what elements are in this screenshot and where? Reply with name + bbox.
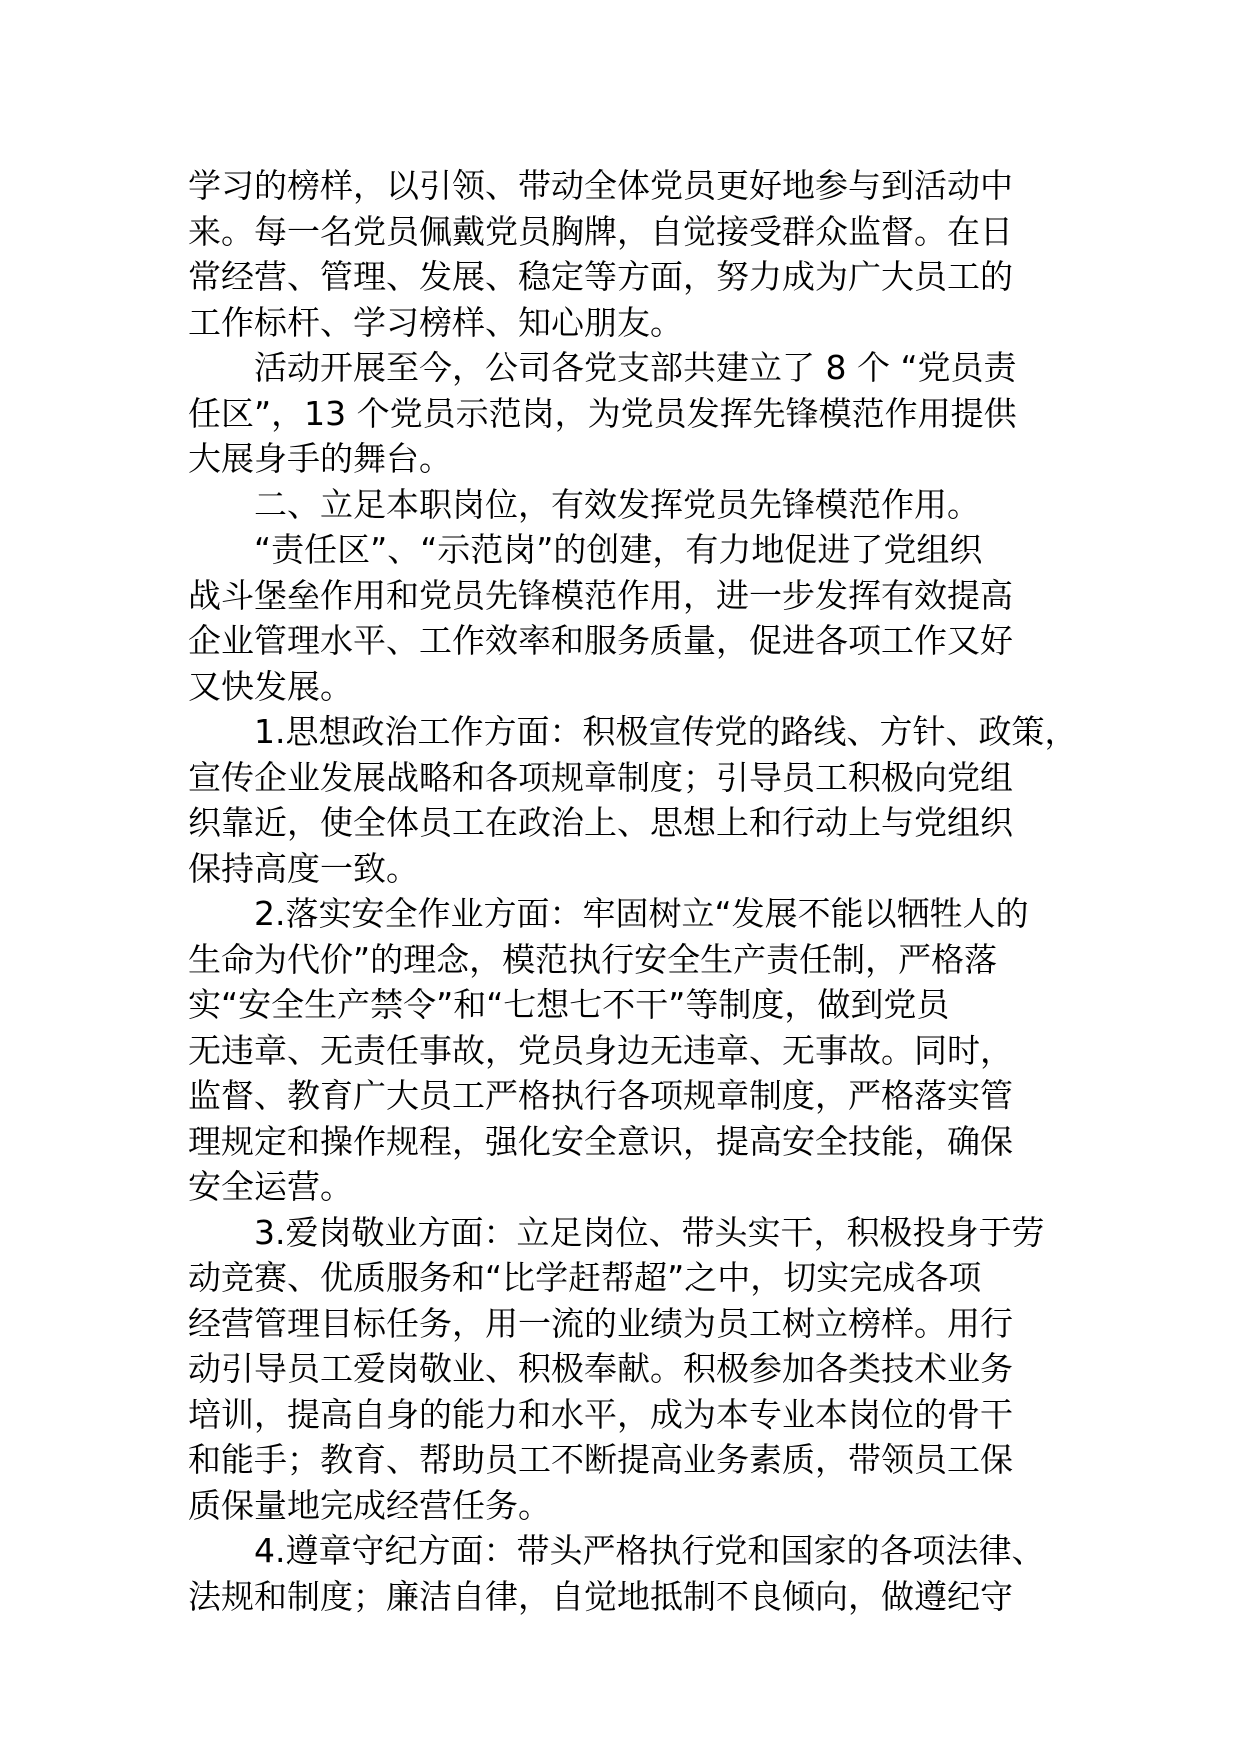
text-line: 任区”，13 个党员示范岗，为党员发挥先锋模范作用提供 bbox=[188, 393, 1017, 433]
text-line: 监督、教育广大员工严格执行各项规章制度，严格落实管 bbox=[188, 1076, 1013, 1115]
text-line: 来。每一名党员佩戴党员胸牌，自觉接受群众监督。在日 bbox=[188, 211, 1013, 251]
text-line: 和能手；教育、帮助员工不断提高业务素质，带领员工保 bbox=[188, 1440, 1013, 1479]
text-line: 又快发展。 bbox=[188, 666, 353, 706]
text-line: 活动开展至今，公司各党支部共建立了 8 个 “党员责 bbox=[188, 348, 1017, 387]
text-line: 安全运营。 bbox=[188, 1167, 353, 1206]
text-line: 工作标杆、学习榜样、知心朋友。 bbox=[188, 302, 683, 342]
text-line: 2.落实安全作业方面：牢固树立“发展不能以牺牲人的 bbox=[188, 894, 1029, 933]
text-line: 4.遵章守纪方面：带头严格执行党和国家的各项法律、 bbox=[188, 1531, 1045, 1570]
text-line: 动竞赛、优质服务和“比学赶帮超”之中，切实完成各项 bbox=[188, 1258, 982, 1297]
text-line: 生命为代价”的理念，模范执行安全生产责任制，严格落 bbox=[188, 939, 998, 979]
text-line: 经营管理目标任务，用一流的业绩为员工树立榜样。用行 bbox=[188, 1303, 1013, 1343]
text-line: 宣传企业发展战略和各项规章制度；引导员工积极向党组 bbox=[188, 757, 1013, 797]
text-line: 企业管理水平、工作效率和服务质量，促进各项工作又好 bbox=[188, 621, 1013, 660]
text-line: 法规和制度；廉洁自律，自觉地抵制不良倾向，做遵纪守 bbox=[188, 1576, 1013, 1616]
text-line: 大展身手的舞台。 bbox=[188, 439, 452, 478]
text-line: 战斗堡垒作用和党员先锋模范作用，进一步发挥有效提高 bbox=[188, 575, 1013, 615]
text-line: 3.爱岗敬业方面：立足岗位、带头实干，积极投身于劳 bbox=[188, 1212, 1045, 1252]
text-line: “责任区”、“示范岗”的创建，有力地促进了党组织 bbox=[188, 530, 983, 569]
text-line: 无违章、无责任事故，党员身边无违章、无事故。同时， bbox=[188, 1030, 1013, 1070]
text-line: 实“安全生产禁令”和“七想七不干”等制度，做到党员 bbox=[188, 985, 950, 1024]
text-line: 1.思想政治工作方面：积极宣传党的路线、方针、政策， bbox=[188, 712, 1078, 751]
text-line: 常经营、管理、发展、稳定等方面，努力成为广大员工的 bbox=[188, 257, 1013, 296]
text-line: 培训，提高自身的能力和水平，成为本专业本岗位的骨干 bbox=[188, 1394, 1013, 1434]
text-line: 动引导员工爱岗敬业、积极奉献。积极参加各类技术业务 bbox=[188, 1349, 1013, 1388]
text-line: 质保量地完成经营任务。 bbox=[188, 1485, 551, 1525]
text-line: 保持高度一致。 bbox=[188, 848, 419, 888]
text-line: 学习的榜样，以引领、带动全体党员更好地参与到活动中 bbox=[188, 166, 1013, 205]
text-line: 织靠近，使全体员工在政治上、思想上和行动上与党组织 bbox=[188, 803, 1013, 842]
text-line: 理规定和操作规程，强化安全意识，提高安全技能，确保 bbox=[188, 1121, 1013, 1161]
document-body bbox=[188, 163, 1088, 1619]
section-heading: 二、立足本职岗位，有效发挥党员先锋模范作用。 bbox=[188, 484, 980, 524]
